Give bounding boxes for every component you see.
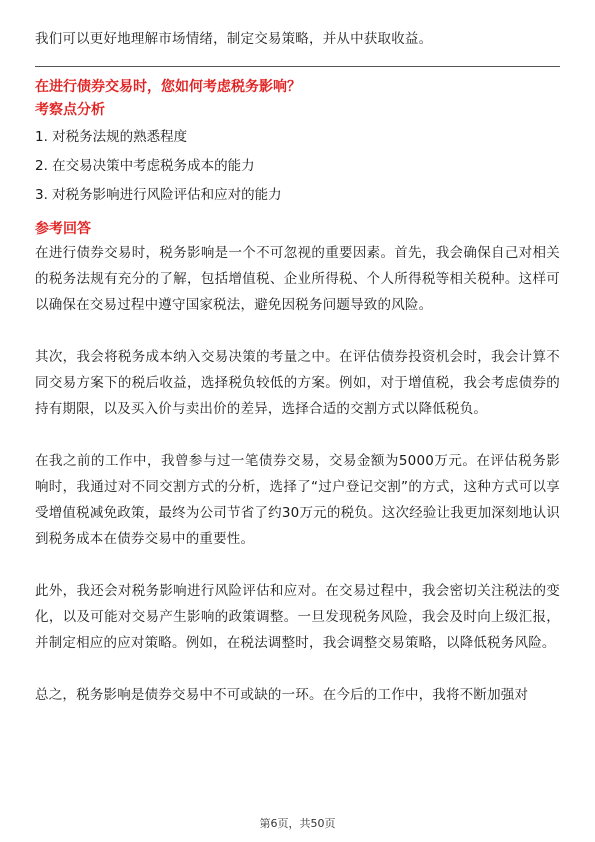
analysis-item: 3. 对税务影响进行风险评估和应对的能力 [35, 187, 282, 203]
intro-paragraph: 我们可以更好地理解市场情绪，制定交易策略，并从中获取收益。 [35, 31, 433, 47]
analysis-title: 考察点分析 [35, 102, 105, 118]
page-footer: 第6页，共50页 [259, 817, 336, 830]
analysis-item: 1. 对税务法规的熟悉程度 [35, 129, 188, 145]
answer-paragraph: 其次，我会将税务成本纳入交易决策的考量之中。在评估债券投资机会时，我会计算不同交易方案下的税后收益，选择税负较低的方案。例如，对于增值税，我会考虑债券的持有期限，以及买入价与卖出价的差异，选择合适的交割方式以降低税负。 [35, 349, 560, 417]
analysis-item: 2. 在交易决策中考虑税务成本的能力 [35, 158, 255, 174]
page-content [35, 26, 560, 708]
question-heading: 在进行债券交易时，您如何考虑税务影响？ [35, 79, 301, 95]
section-divider [35, 66, 560, 67]
answer-paragraph: 在我之前的工作中，我曾参与过一笔债券交易，交易金额为5000万元。在评估税务影响时，我通过对不同交割方式的分析，选择了“过户登记交割”的方式，这种方式可以享受增值税减免政策，最终为公司节省了约30万元的税负。这次经验让我更加深刻地认识到税务成本在债券交易中的重要性。 [35, 453, 560, 547]
answer-paragraph: 此外，我还会对税务影响进行风险评估和应对。在交易过程中，我会密切关注税法的变化，以及可能对交易产生影响的政策调整。一旦发现税务风险，我会及时向上级汇报，并制定相应的应对策略。例如，在税法调整时，我会调整交易策略，以降低税务风险。 [35, 583, 560, 651]
answer-paragraph: 在进行债券交易时，税务影响是一个不可忽视的重要因素。首先，我会确保自己对相关的税务法规有充分的了解，包括增值税、企业所得税、个人所得税等相关税种。这样可以确保在交易过程中遵守国家税法，避免因税务问题导致的风险。 [35, 245, 560, 313]
analysis-list [35, 123, 560, 210]
answer-paragraph: 总之，税务影响是债券交易中不可或缺的一环。在今后的工作中，我将不断加强对 [35, 687, 529, 703]
answer-title: 参考回答 [35, 221, 91, 237]
